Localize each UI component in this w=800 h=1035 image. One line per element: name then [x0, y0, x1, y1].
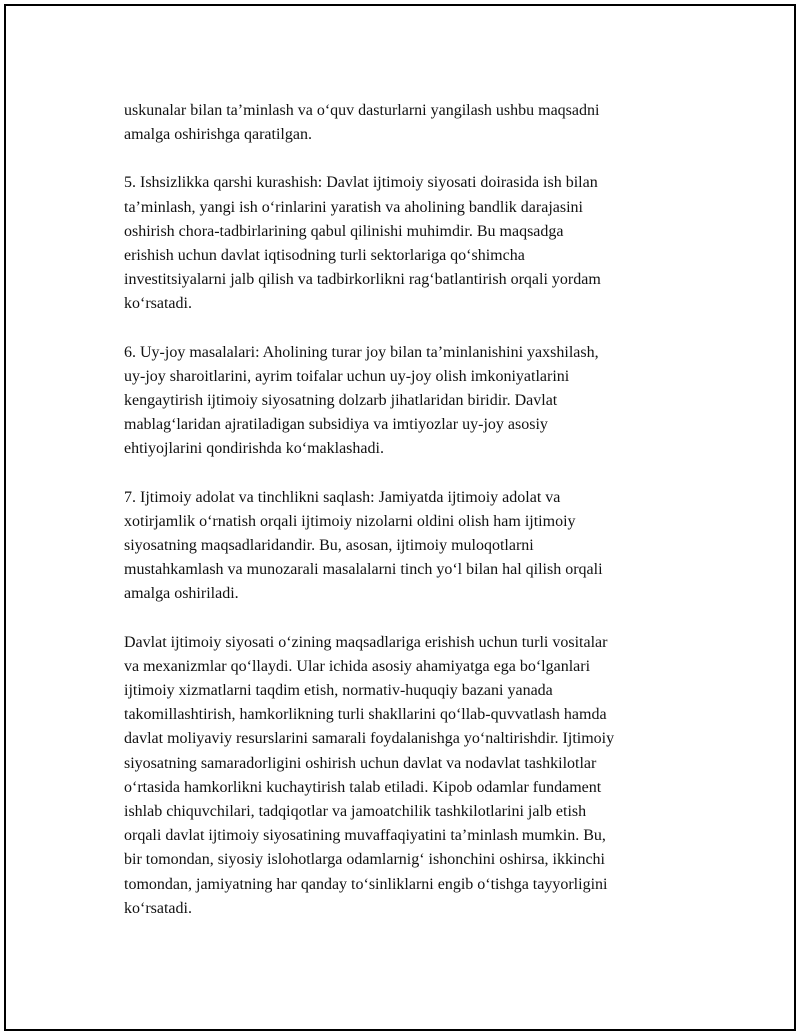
- text-line: koʻrsatadi.: [124, 295, 192, 313]
- text-line: oshirish chora-tadbirlarining qabul qilinishi muhimdir. Bu maqsadga: [124, 222, 564, 240]
- text-line: Davlat ijtimoiy siyosati oʻzining maqsadlariga erishish uchun turli vositalar: [124, 633, 608, 651]
- text-line: takomillashtirish, hamkorlikning turli shakllarini qoʻllab-quvvatlash hamda: [124, 706, 607, 724]
- paragraph-item-5: [124, 171, 694, 316]
- text-line: 7. Ijtimoiy adolat va tinchlikni saqlash: Jamiyatda ijtimoiy adolat va: [124, 488, 561, 506]
- paragraph-item-6: [124, 341, 694, 462]
- text-line: kengaytirish ijtimoiy siyosatning dolzarb jihatlaridan biridir. Davlat: [124, 392, 558, 410]
- text-line: amalga oshirishga qaratilgan.: [124, 126, 312, 144]
- text-line: siyosatning samaradorligini oshirish uchun davlat va nodavlat tashkilotlar: [124, 754, 597, 772]
- text-line: ijtimoiy xizmatlarni taqdim etish, normativ-huquqiy bazani yanada: [124, 682, 553, 700]
- text-line: koʻrsatadi.: [124, 899, 192, 917]
- text-line: 5. Ishsizlikka qarshi kurashish: Davlat ijtimoiy siyosati doirasida ish bilan: [124, 174, 598, 192]
- text-line: ishlab chiquvchilari, tadqiqotlar va jamoatchilik tashkilotlarini jalb etish: [124, 803, 587, 821]
- document-body: [124, 99, 694, 921]
- text-line: mustahkamlash va munozarali masalalarni tinch yoʻl bilan hal qilish orqali: [124, 561, 603, 579]
- text-line: ehtiyojlarini qondirishda koʻmaklashadi.: [124, 440, 384, 458]
- paragraph-continuation: [124, 99, 694, 147]
- text-line: va mexanizmlar qoʻllaydi. Ular ichida asosiy ahamiyatga ega boʻlganlari: [124, 657, 591, 675]
- text-line: oʻrtasida hamkorlikni kuchaytirish talab etiladi. Kipob odamlar fundament: [124, 778, 602, 796]
- text-line: erishish uchun davlat iqtisodning turli sektorlariga qoʻshimcha: [124, 247, 525, 265]
- text-line: taʼminlash, yangi ish oʻrinlarini yaratish va aholining bandlik darajasini: [124, 198, 583, 216]
- text-line: mablagʻlaridan ajratiladigan subsidiya va imtiyozlar uy-joy asosiy: [124, 416, 548, 434]
- text-line: uskunalar bilan taʼminlash va oʻquv dasturlarni yangilash ushbu maqsadni: [124, 102, 600, 119]
- text-line: davlat moliyaviy resurslarini samarali foydalanishga yoʻnaltirishdir. Ijtimoiy: [124, 730, 615, 748]
- text-line: orqali davlat ijtimoiy siyosatining muvaffaqiyatini taʼminlash mumkin. Bu,: [124, 827, 606, 845]
- text-line: tomondan, jamiyatning har qanday toʻsinliklarni engib oʻtishga tayyorligini: [124, 875, 608, 893]
- text-line: siyosatning maqsadlaridandir. Bu, asosan, ijtimoiy muloqotlarni: [124, 537, 534, 555]
- text-line: xotirjamlik oʻrnatish orqali ijtimoiy nizolarni oldini olish ham ijtimoiy: [124, 512, 576, 530]
- page-frame: [4, 4, 796, 1031]
- text-line: uy-joy sharoitlarini, ayrim toifalar uchun uy-joy olish imkoniyatlarini: [124, 367, 570, 385]
- text-line: amalga oshiriladi.: [124, 585, 239, 603]
- paragraph-item-7: [124, 486, 694, 607]
- paragraph-conclusion: [124, 631, 694, 921]
- text-line: 6. Uy-joy masalalari: Aholining turar joy bilan taʼminlanishini yaxshilash,: [124, 343, 599, 361]
- text-line: bir tomondan, siyosiy islohotlarga odamlarnigʻ ishonchini oshirsa, ikkinchi: [124, 851, 605, 869]
- text-line: investitsiyalarni jalb qilish va tadbirkorlikni ragʻbatlantirish orqali yordam: [124, 271, 601, 289]
